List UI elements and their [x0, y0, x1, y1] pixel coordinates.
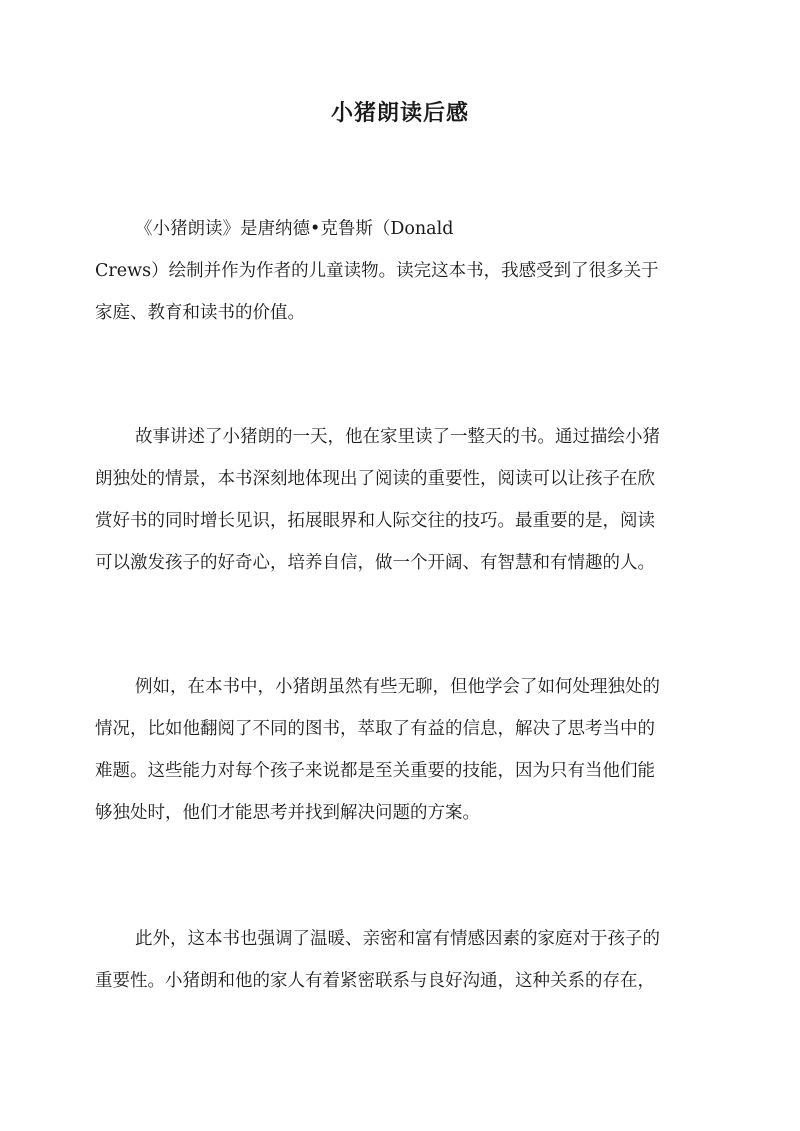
paragraph-2 — [95, 416, 705, 584]
paragraph-line: 可以激发孩子的好奇心，培养自信，做一个开阔、有智慧和有情趣的人。 — [95, 553, 655, 573]
paragraph-line: 难题。这些能力对每个孩子来说都是至关重要的技能，因为只有当他们能 — [95, 761, 655, 781]
document-title: 小猪朗读后感 — [330, 100, 469, 126]
paragraph-line: 情况，比如他翻阅了不同的图书，萃取了有益的信息，解决了思考当中的 — [95, 719, 655, 739]
paragraph-line: 朗独处的情景，本书深刻地体现出了阅读的重要性，阅读可以让孩子在欣 — [95, 469, 655, 489]
paragraph-line: 例如，在本书中，小猪朗虽然有些无聊，但他学会了如何处理独处的 — [135, 677, 660, 697]
paragraph-line: 家庭、教育和读书的价值。 — [95, 303, 305, 323]
paragraph-line: Crews）绘制并作为作者的儿童读物。读完这本书，我感受到了很多关于 — [95, 261, 659, 281]
paragraph-4 — [95, 918, 705, 1002]
paragraph-line: 此外，这本书也强调了温暖、亲密和富有情感因素的家庭对于孩子的 — [135, 929, 660, 949]
paragraph-1 — [95, 208, 705, 334]
paragraph-line: 赏好书的同时增长见识，拓展眼界和人际交往的技巧。最重要的是，阅读 — [95, 511, 655, 531]
paragraph-line: 够独处时，他们才能思考并找到解决问题的方案。 — [95, 803, 480, 823]
paragraph-line: 重要性。小猪朗和他的家人有着紧密联系与良好沟通，这种关系的存在， — [95, 971, 655, 991]
paragraph-3 — [95, 666, 705, 834]
paragraph-line: 《小猪朗读》是唐纳德•克鲁斯（Donald — [135, 219, 454, 239]
paragraph-line: 故事讲述了小猪朗的一天，他在家里读了一整天的书。通过描绘小猪 — [135, 427, 660, 447]
